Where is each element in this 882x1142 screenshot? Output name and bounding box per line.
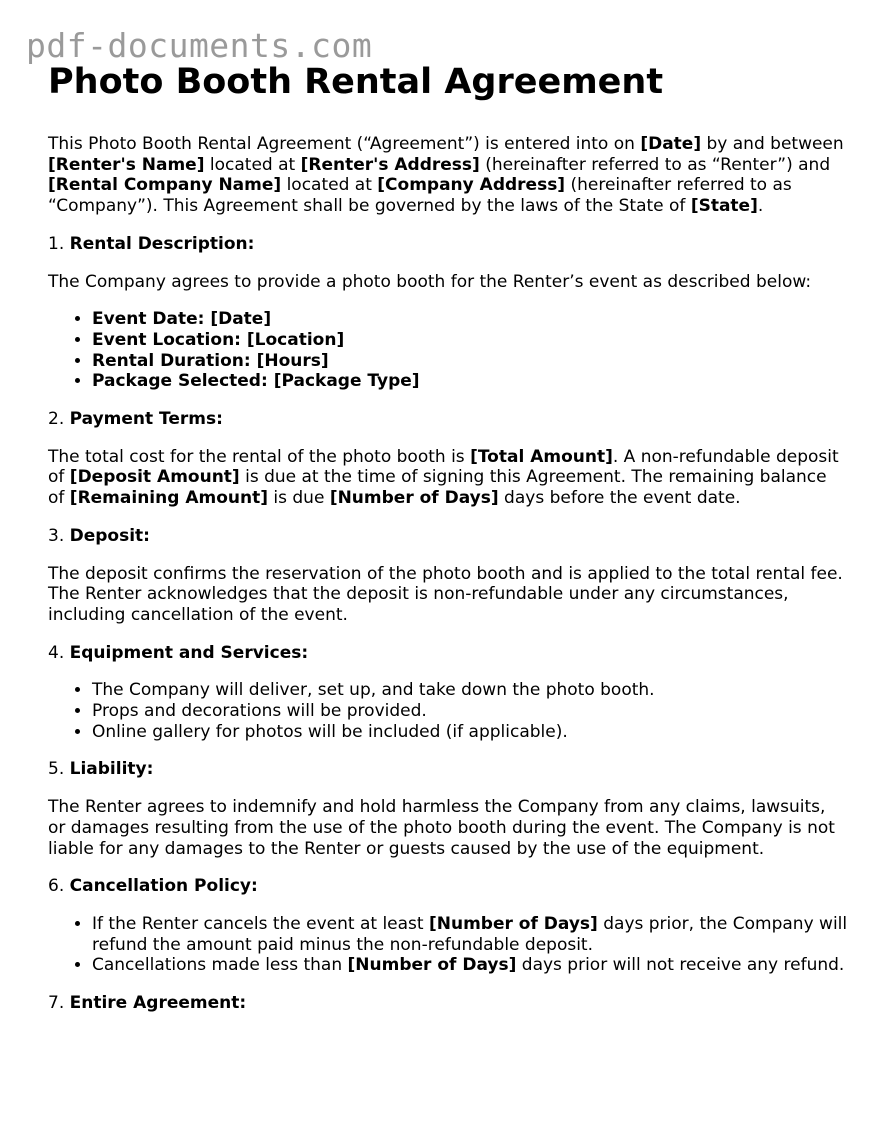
text: . A non-refundable deposit of: [48, 446, 839, 488]
company-name-placeholder: [Rental Company Name]: [48, 175, 282, 196]
section-heading-equipment: [48, 643, 848, 664]
text: The total cost for the rental of the photo booth is: [48, 446, 471, 467]
payment-terms-text: [48, 447, 848, 509]
liability-text: The Renter agrees to indemnify and hold harmless the Company from any claims, lawsuits, or damages resulting from the use of the photo booth during the event. The Company is not liable for any damages to the Renter or guests caused by the use of the equipment.: [48, 797, 835, 859]
cancellation-list: [48, 914, 848, 976]
section-number: 1.: [48, 233, 70, 254]
list-item: [92, 309, 848, 330]
page-title: Photo Booth Rental Agreement: [48, 62, 664, 102]
list-item-text: Package Selected: [Package Type]: [92, 371, 420, 392]
number-of-days-placeholder: [Number of Days]: [347, 955, 517, 976]
section-title: Rental Description:: [69, 233, 255, 254]
section-number: 2.: [48, 409, 70, 430]
intro-paragraph: [48, 134, 848, 217]
section-number: 3.: [48, 525, 70, 546]
list-item: • Online gallery for photos will be included (if applicable).: [92, 722, 848, 743]
text: is due at the time of signing this Agreement. The remaining balance of: [48, 467, 827, 509]
watermark: pdf-documents.com: [26, 26, 373, 65]
company-address-placeholder: [Company Address]: [377, 175, 566, 196]
list-item-text: Rental Duration: [Hours]: [92, 350, 329, 371]
section-heading-rental-description: [48, 234, 848, 255]
list-item: [92, 330, 848, 351]
text: days prior will not receive any refund.: [516, 955, 845, 976]
text: Cancellations made less than: [92, 955, 348, 976]
intro-text: (hereinafter referred to as “Company”). This Agreement shall be governed by the laws of the State of: [48, 175, 792, 217]
intro-text: located at: [204, 154, 301, 175]
section-title: Payment Terms:: [69, 409, 223, 430]
total-amount-placeholder: [Total Amount]: [470, 446, 613, 467]
section-title: Liability:: [69, 759, 154, 780]
section-heading-deposit: [48, 526, 848, 547]
document-body: [48, 60, 848, 1031]
state-placeholder: [State]: [690, 196, 758, 217]
section-title: Cancellation Policy:: [69, 876, 258, 897]
list-item: • Props and decorations will be provided.: [92, 701, 848, 722]
section-number: 4.: [48, 642, 70, 663]
section-title: Entire Agreement:: [69, 993, 247, 1014]
intro-text: .: [757, 196, 764, 217]
list-item-text: Event Date: [Date]: [92, 309, 272, 330]
remaining-amount-placeholder: [Remaining Amount]: [69, 488, 268, 509]
deposit-text: The deposit confirms the reservation of the photo booth and is applied to the total rental fee. The Renter acknowledges that the deposit is non-refundable under any circumstances, including cancellation of the event.: [48, 563, 843, 625]
section-number: 6.: [48, 876, 70, 897]
list-item: • The Company will deliver, set up, and take down the photo booth.: [92, 680, 848, 701]
intro-text: by and between: [701, 134, 844, 154]
section-heading-cancellation: [48, 876, 848, 897]
list-item: [92, 351, 848, 372]
section-number: 7.: [48, 993, 70, 1014]
text: days before the event date.: [498, 488, 741, 509]
renter-name-placeholder: [Renter's Name]: [48, 154, 205, 175]
number-of-days-placeholder: [Number of Days]: [329, 488, 499, 509]
section-heading-entire-agreement: [48, 993, 848, 1014]
renter-address-placeholder: [Renter's Address]: [300, 154, 480, 175]
list-item: [92, 955, 848, 976]
text: If the Renter cancels the event at least: [92, 913, 429, 934]
section-heading-liability: [48, 759, 848, 780]
list-item: [92, 371, 848, 392]
section-title: Equipment and Services:: [69, 642, 309, 663]
intro-text: (hereinafter referred to as “Renter”) and: [479, 154, 831, 175]
rental-description-text: The Company agrees to provide a photo booth for the Renter’s event as described below:: [48, 271, 812, 292]
text: days prior, the Company will refund the amount paid minus the non-refundable deposit.: [92, 913, 848, 955]
deposit-amount-placeholder: [Deposit Amount]: [69, 467, 240, 488]
text: is due: [267, 488, 330, 509]
intro-text: This Photo Booth Rental Agreement (“Agreement”) is entered into on: [48, 134, 641, 154]
section-heading-payment-terms: [48, 409, 848, 430]
section-number: 5.: [48, 759, 70, 780]
equipment-list: [48, 680, 848, 742]
number-of-days-placeholder: [Number of Days]: [428, 913, 598, 934]
rental-details-list: [48, 309, 848, 392]
date-placeholder: [Date]: [640, 134, 702, 154]
intro-text: located at: [281, 175, 378, 196]
section-title: Deposit:: [69, 525, 150, 546]
list-item: [92, 914, 848, 955]
list-item-text: Event Location: [Location]: [92, 329, 345, 350]
